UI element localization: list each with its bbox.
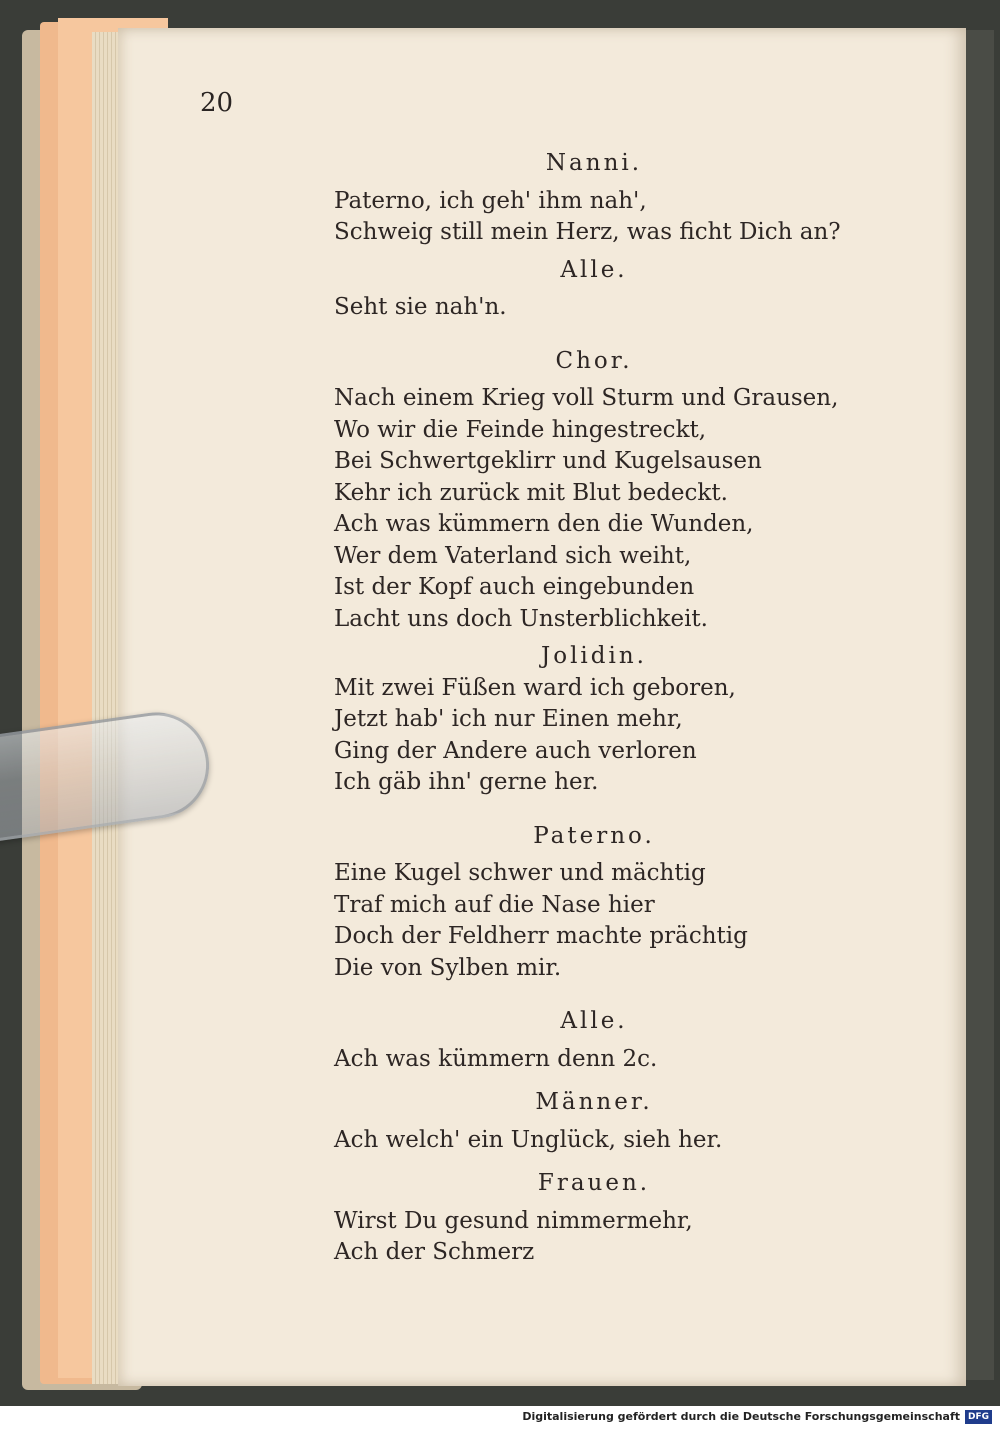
verse-line: Ging der Andere auch verloren [334,737,697,764]
verse-line: Paterno, ich geh' ihm nah', [334,187,647,214]
verse-line: Schweig still mein Herz, was ficht Dich an? [334,219,841,245]
speaker-heading: Männer. [535,1089,653,1115]
verse-line: Die von Sylben mir. [334,954,562,981]
page-text [334,148,894,1269]
verse-line: Mit zwei Füßen ward ich geboren, [334,674,736,701]
verse-line: Jetzt hab' ich nur Einen mehr, [334,706,683,732]
speaker-heading: Paterno. [533,822,655,849]
verse-line: Wo wir die Feinde hingestreckt, [334,416,707,443]
verse-line: Wirst Du gesund nimmermehr, [334,1207,693,1234]
verse-line: Wer dem Vaterland sich weiht, [334,542,692,569]
verse-line: Ist der Kopf auch eingebunden [334,574,695,600]
verse-line: Bei Schwertgeklirr und Kugelsausen [334,448,762,474]
funding-credit: Digitalisierung gefördert durch die Deutsche Forschungsgemeinschaft [522,1410,960,1423]
verse-line: Ach der Schmerz [334,1239,535,1265]
speaker-heading: Frauen. [537,1170,651,1196]
verse-line: Kehr ich zurück mit Blut bedeckt. [334,479,728,506]
speaker-heading: Chor. [555,347,633,374]
verse-line: Traf mich auf die Nase hier [334,891,655,918]
verse-line: Ach welch' ein Unglück, sieh her. [334,1126,723,1153]
verse-line: Ach was kümmern denn 2c. [334,1045,658,1072]
footer-bar [0,1406,1000,1429]
verse-line: Lacht uns doch Unsterblichkeit. [334,605,708,632]
speaker-heading: Nanni. [545,150,643,176]
verse-line: Nach einem Krieg voll Sturm und Grausen, [334,385,839,411]
verse-line: Ich gäb ihn' gerne her. [334,769,599,795]
verse-line: Doch der Feldherr machte prächtig [334,923,748,949]
page-number: 20 [200,88,234,118]
speaker-heading: Alle. [560,1008,628,1034]
speaker-heading: Alle. [560,256,628,283]
verse-line: Eine Kugel schwer und mächtig [334,860,706,886]
scanner-border [964,30,994,1380]
verse-line: Seht sie nah'n. [334,294,507,320]
dfg-logo: DFG [965,1410,992,1424]
verse-line: Ach was kümmern den die Wunden, [334,511,754,537]
speaker-heading: Jolidin. [541,643,647,669]
